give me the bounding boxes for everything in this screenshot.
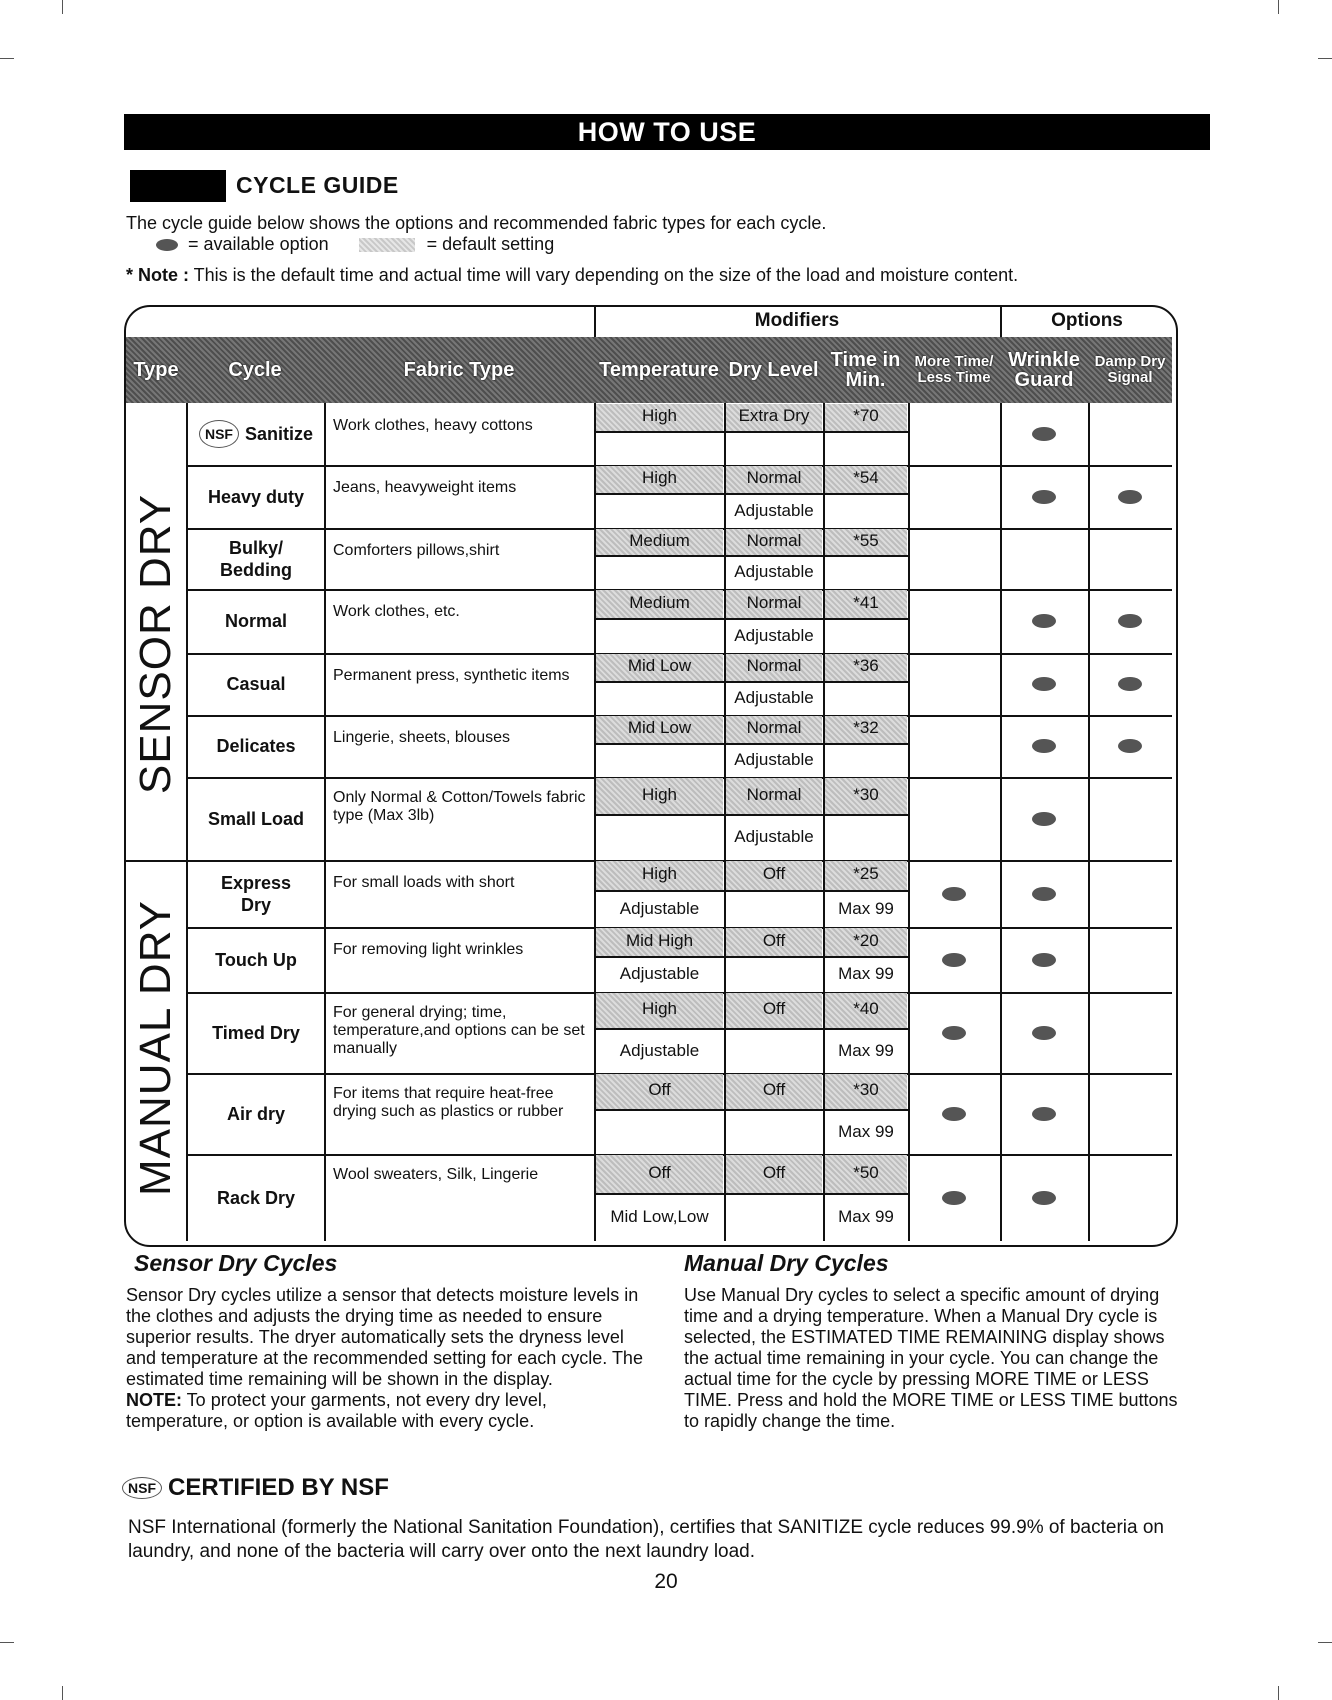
modifier-default-value: *32 xyxy=(825,716,907,743)
manual-dry-text: Use Manual Dry cycles to select a specific amount of drying time and a drying temperature. When a Manual Dry cycle is selected, the ESTIMATED TIME REMAINING display shows the actual time remaining in your cycle. You can change the actual time for the cycle by pressing MORE TIME or LESS TIME. Press and hold the MORE TIME or LESS TIME buttons to rapidly change the time. xyxy=(684,1285,1178,1431)
modifier-default-value: Mid Low xyxy=(596,654,723,681)
modifier-default-value: High xyxy=(596,778,723,814)
modifier-default-value: High xyxy=(596,404,723,431)
fabric-type: Wool sweaters, Silk, Lingerie xyxy=(333,1166,539,1183)
legend xyxy=(156,234,554,255)
crop-mark xyxy=(1318,1642,1332,1643)
modifier-default-value: Off xyxy=(726,861,822,890)
modifier-range-value: Adjustable xyxy=(619,899,700,918)
cycle-name xyxy=(188,1073,324,1154)
legend-available: = available option xyxy=(188,234,329,254)
sensor-dry-label: SENSOR DRY xyxy=(131,493,180,795)
column-header: Wrinkle Guard xyxy=(1008,349,1080,391)
modifier-range-value: Adjustable xyxy=(734,626,814,645)
modifier-range-value xyxy=(726,891,822,926)
fabric-type: For removing light wrinkles xyxy=(333,941,524,958)
sensor-dry-label-box xyxy=(128,433,184,855)
option-dot-icon xyxy=(942,1026,966,1040)
modifier-range-value xyxy=(726,432,822,464)
modifier-range-value xyxy=(596,682,723,714)
crop-mark xyxy=(62,1686,63,1700)
modifier-default-value: Off xyxy=(726,1155,822,1193)
modifier-range-value: Max 99 xyxy=(838,964,894,983)
option-dot-icon xyxy=(942,1191,966,1205)
modifier-range-value: Max 99 xyxy=(838,1041,894,1060)
modifier-range-value xyxy=(596,432,723,464)
page-banner: HOW TO USE xyxy=(124,114,1210,150)
sensor-dry-title: Sensor Dry Cycles xyxy=(134,1250,338,1276)
modifier-range-value xyxy=(825,744,907,776)
modifier-default-value: Off xyxy=(726,928,822,956)
modifier-range-value: Mid Low,Low xyxy=(610,1207,709,1226)
note-label: * Note : xyxy=(126,265,189,285)
modifier-default-value: High xyxy=(596,466,723,493)
option-dot-icon xyxy=(1032,614,1056,628)
crop-mark xyxy=(1278,0,1279,14)
column-header: Temperature xyxy=(599,359,719,381)
modifier-default-value: High xyxy=(596,993,723,1028)
option-dot-icon xyxy=(1032,427,1056,441)
option-dot-icon xyxy=(1032,953,1056,967)
divider xyxy=(594,305,596,337)
option-dot-icon xyxy=(1118,490,1142,504)
legend-default: = default setting xyxy=(426,234,555,254)
sensor-note-label: NOTE: xyxy=(126,1390,182,1410)
modifier-default-value: Off xyxy=(596,1155,723,1193)
crop-mark xyxy=(0,58,14,59)
column-header: Fabric Type xyxy=(403,359,515,381)
cycle-label: Delicates xyxy=(216,736,296,756)
fabric-type: Work clothes, etc. xyxy=(333,603,460,620)
cycle-label: Timed Dry xyxy=(212,1022,300,1043)
modifier-default-value: *30 xyxy=(825,1074,907,1109)
cycle-name xyxy=(188,403,324,465)
cycle-name xyxy=(188,777,324,860)
nsf-title: CERTIFIED BY NSF xyxy=(168,1474,389,1501)
modifier-default-value: Extra Dry xyxy=(726,404,822,431)
modifier-default-value: Normal xyxy=(726,466,822,493)
option-dot-icon xyxy=(1032,739,1056,753)
cycle-label: Casual xyxy=(226,674,286,694)
fabric-type: For items that require heat-free drying such as plastics or rubber xyxy=(333,1085,564,1120)
modifier-default-value: Normal xyxy=(726,654,822,681)
modifier-default-value: *55 xyxy=(825,529,907,555)
sensor-note-text: To protect your garments, not every dry level, temperature, or option is available with every cycle. xyxy=(126,1390,547,1431)
modifier-default-value: *70 xyxy=(825,404,907,431)
crop-mark xyxy=(0,1642,14,1643)
modifier-default-value: Normal xyxy=(726,778,822,814)
modifier-default-value: Medium xyxy=(596,590,723,618)
fabric-type: Lingerie, sheets, blouses xyxy=(333,729,510,746)
modifier-default-value: Normal xyxy=(726,529,822,555)
cycle-label: Bulky/ Bedding xyxy=(220,537,292,580)
modifier-range-value xyxy=(825,556,907,588)
modifier-range-value: Adjustable xyxy=(734,501,814,520)
modifiers-header: Modifiers xyxy=(754,310,840,331)
cycle-name xyxy=(188,653,324,715)
page-number: 20 xyxy=(654,1570,678,1593)
column-header: Cycle xyxy=(228,359,282,381)
modifier-default-value: Normal xyxy=(726,716,822,743)
modifier-range-value xyxy=(596,744,723,776)
fabric-type: Jeans, heavyweight items xyxy=(333,479,517,496)
sensor-dry-body xyxy=(126,1285,646,1432)
section-marker xyxy=(130,170,226,202)
modifier-range-value xyxy=(726,957,822,991)
modifier-default-value: *54 xyxy=(825,466,907,493)
cycle-name xyxy=(188,589,324,653)
option-dot-icon xyxy=(942,953,966,967)
intro-text: The cycle guide below shows the options and recommended fabric types for each cycle. xyxy=(126,213,827,233)
fabric-type: For general drying; time, temperature,and options can be set manually xyxy=(333,1004,585,1057)
nsf-logo-icon: NSF xyxy=(122,1477,162,1499)
modifier-range-value xyxy=(726,1194,822,1240)
nsf-text: NSF International (formerly the National Sanitation Foundation), certifies that SANITIZE cycle reduces 99.9% of bacteria on laundry, and none of the bacteria will carry over onto the next laundry load. xyxy=(128,1517,1165,1562)
cycle-label: Small Load xyxy=(207,808,305,829)
fabric-type: For small loads with short xyxy=(333,874,515,891)
fabric-type: Only Normal & Cotton/Towels fabric type (Max 3lb) xyxy=(333,789,586,824)
modifier-default-value: High xyxy=(596,861,723,890)
modifier-range-value xyxy=(596,494,723,527)
modifier-range-value xyxy=(596,619,723,652)
column-header: Time in Min. xyxy=(830,349,901,391)
modifier-default-value: Off xyxy=(596,1074,723,1109)
modifier-range-value xyxy=(825,619,907,652)
option-dot-icon xyxy=(1118,677,1142,691)
manual-dry-title: Manual Dry Cycles xyxy=(684,1250,889,1276)
modifier-default-value: Mid High xyxy=(596,928,723,956)
options-header: Options xyxy=(1051,310,1123,331)
manual-dry-label-box xyxy=(128,860,184,1235)
option-dot-icon xyxy=(1032,677,1056,691)
modifier-range-value: Adjustable xyxy=(734,750,814,769)
cycle-label: Express Dry xyxy=(220,872,292,915)
cycle-label: Sanitize xyxy=(244,424,314,444)
option-dot-icon xyxy=(942,1107,966,1121)
modifier-range-value: Adjustable xyxy=(619,1041,700,1060)
cycle-label: Rack Dry xyxy=(216,1187,296,1208)
modifier-range-value xyxy=(825,432,907,464)
modifier-range-value xyxy=(726,1029,822,1072)
modifier-range-value xyxy=(825,815,907,859)
option-dot-icon xyxy=(1032,1191,1056,1205)
modifier-range-value: Adjustable xyxy=(734,688,814,707)
fabric-type: Permanent press, synthetic items xyxy=(333,667,570,684)
option-dot-icon xyxy=(1118,739,1142,753)
cycle-label: Normal xyxy=(224,611,287,631)
note xyxy=(126,265,1018,286)
modifier-default-value: Medium xyxy=(596,529,723,555)
option-dot-icon xyxy=(1118,614,1142,628)
default-swatch-icon xyxy=(359,238,415,252)
cycle-label: Air dry xyxy=(226,1103,286,1124)
cycle-label: Heavy duty xyxy=(207,486,305,507)
column-header: Type xyxy=(133,359,179,381)
modifier-default-value: *20 xyxy=(825,928,907,956)
modifier-range-value: Max 99 xyxy=(838,1122,894,1141)
modifier-default-value: Off xyxy=(726,993,822,1028)
modifier-default-value: Mid Low xyxy=(596,716,723,743)
option-dot-icon xyxy=(1032,490,1056,504)
cycle-name xyxy=(188,992,324,1073)
nsf-logo-icon: NSF xyxy=(199,420,239,448)
cycle-name xyxy=(188,715,324,777)
cycle-name xyxy=(188,465,324,528)
modifier-default-value: *50 xyxy=(825,1155,907,1193)
modifier-range-value xyxy=(825,682,907,714)
column-header: Damp Dry Signal xyxy=(1094,353,1166,386)
modifier-default-value: *41 xyxy=(825,590,907,618)
modifier-range-value: Max 99 xyxy=(838,899,894,918)
modifier-default-value: *30 xyxy=(825,778,907,814)
modifier-range-value xyxy=(825,494,907,527)
section-title: CYCLE GUIDE xyxy=(236,172,399,198)
cycle-name xyxy=(188,528,324,589)
manual-dry-label: MANUAL DRY xyxy=(131,899,181,1196)
cycle-name xyxy=(188,927,324,992)
fabric-type: Comforters pillows,shirt xyxy=(333,542,500,559)
modifier-range-value xyxy=(596,815,723,859)
option-dot-icon xyxy=(1032,1026,1056,1040)
modifier-default-value: *25 xyxy=(825,861,907,890)
crop-mark xyxy=(62,0,63,14)
cycle-name xyxy=(188,1154,324,1241)
cycle-name xyxy=(188,860,324,927)
nsf-heading xyxy=(122,1474,389,1502)
modifier-default-value: *40 xyxy=(825,993,907,1028)
modifier-default-value: *36 xyxy=(825,654,907,681)
modifier-range-value: Adjustable xyxy=(734,827,814,846)
available-dot-icon xyxy=(156,239,178,251)
column-header: More Time/ Less Time xyxy=(914,353,994,386)
option-dot-icon xyxy=(1032,812,1056,826)
divider xyxy=(1000,305,1002,337)
modifier-range-value xyxy=(596,1110,723,1153)
fabric-type: Work clothes, heavy cottons xyxy=(333,417,533,434)
modifier-default-value: Normal xyxy=(726,590,822,618)
option-dot-icon xyxy=(1032,887,1056,901)
column-header: Dry Level xyxy=(728,359,819,381)
modifier-range-value xyxy=(596,556,723,588)
modifier-range-value: Adjustable xyxy=(734,562,814,581)
option-dot-icon xyxy=(1032,1107,1056,1121)
sensor-dry-text: Sensor Dry cycles utilize a sensor that detects moisture levels in the clothes and adjusts the drying time as needed to ensure superior results. The dryer automatically sets the dryness level and temperature at the recommended setting for each cycle. The estimated time remaining will be shown in the display. xyxy=(126,1285,643,1389)
cycle-label: Touch Up xyxy=(215,949,297,970)
modifier-range-value: Adjustable xyxy=(619,964,700,983)
modifier-range-value: Max 99 xyxy=(838,1207,894,1226)
modifier-default-value: Off xyxy=(726,1074,822,1109)
note-text: This is the default time and actual time will vary depending on the size of the load and moisture content. xyxy=(189,265,1019,285)
crop-mark xyxy=(1278,1686,1279,1700)
crop-mark xyxy=(1318,58,1332,59)
option-dot-icon xyxy=(942,887,966,901)
modifier-range-value xyxy=(726,1110,822,1153)
